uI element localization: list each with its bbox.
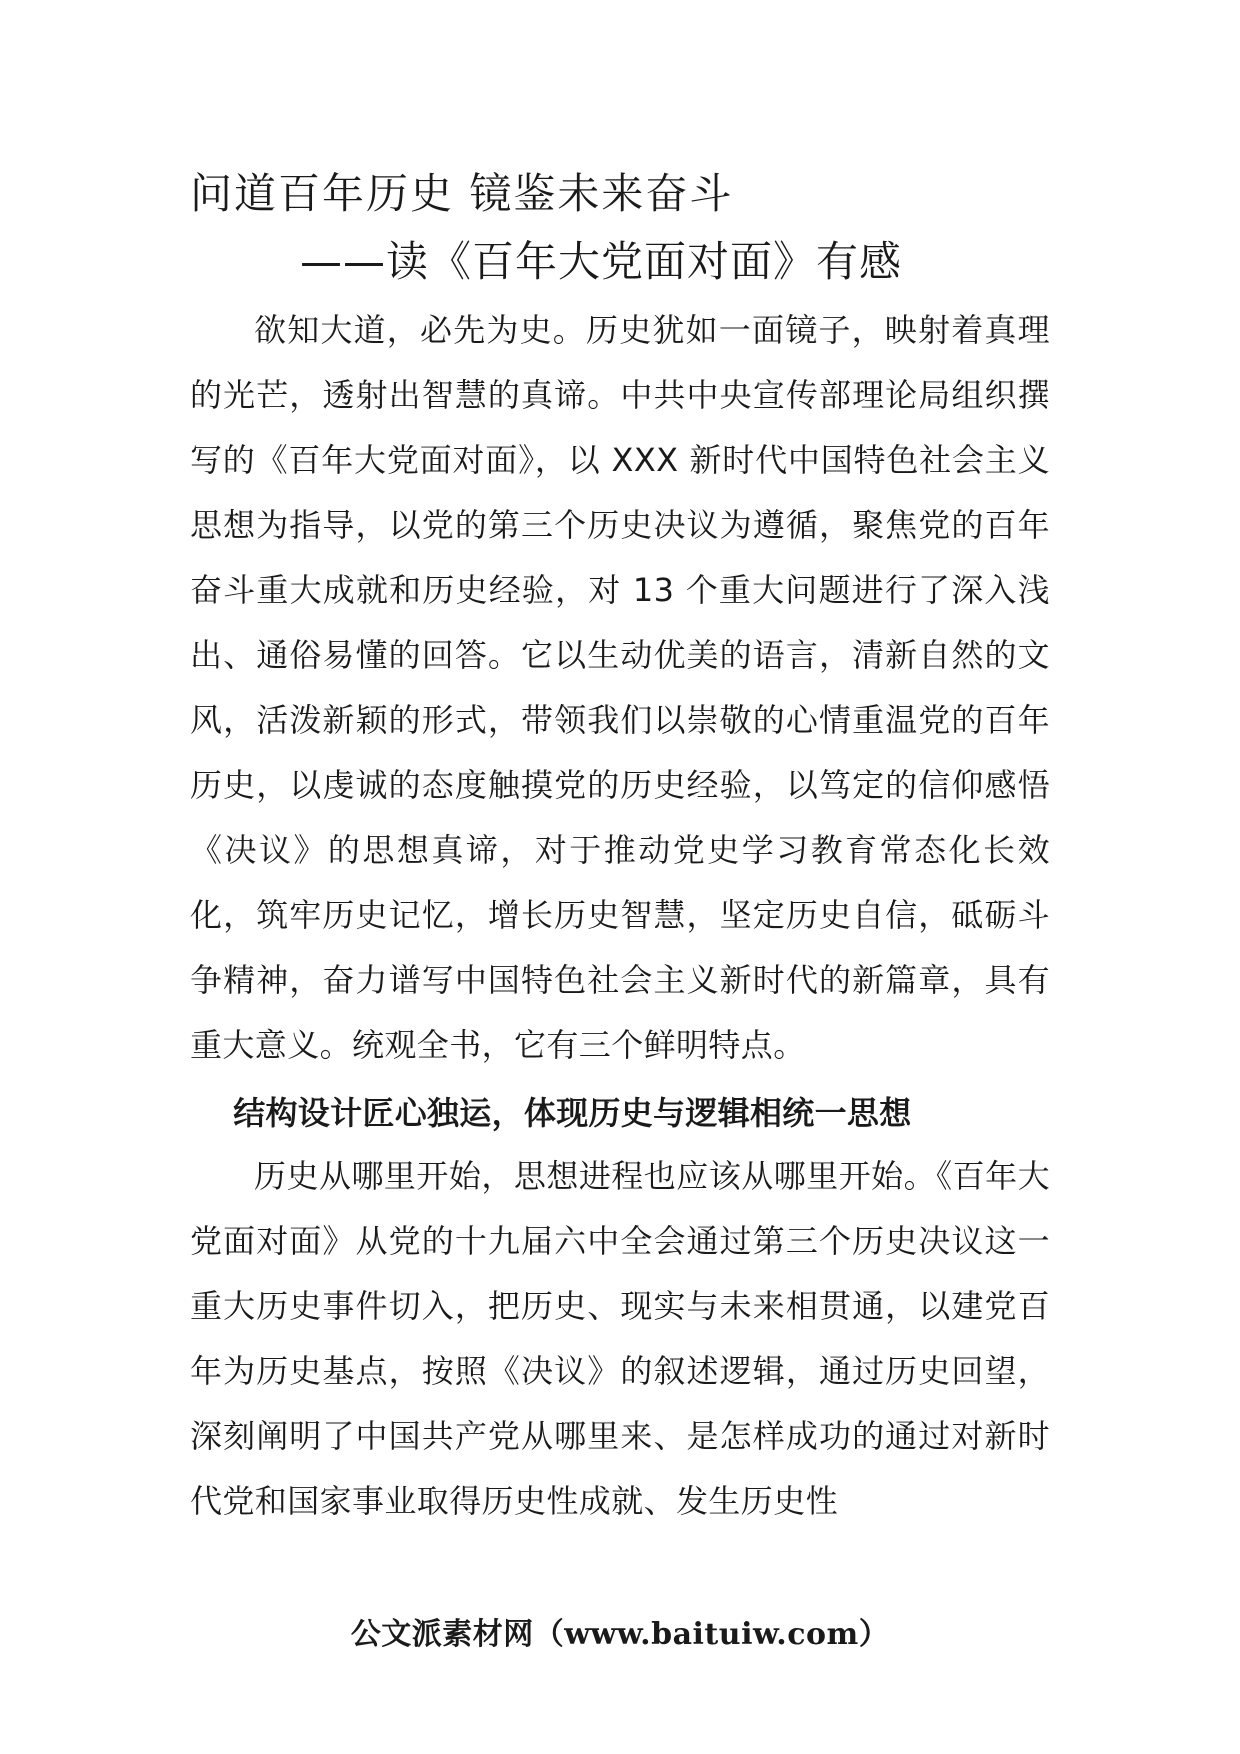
body-paragraph-section-1: 历史从哪里开始，思想进程也应该从哪里开始。《百年大党面对面》从党的十九届六中全会通过第三个历史决议这一重大历史事件切入，把历史、现实与未来相贯通，以建党百年为历史基点，按照《决议》的叙述逻辑，通过历史回望，深刻阐明了中国共产党从哪里来、是怎样成功的通过对新时代党和国家事业取得历史性成就、发生历史性 bbox=[190, 1157, 1050, 1520]
document-body bbox=[190, 298, 1050, 1534]
section-heading: 结构设计匠心独运，体现历史与逻辑相统一思想 bbox=[233, 1094, 912, 1132]
footer-watermark: 公文派素材网（www.baituiw.com） bbox=[350, 1617, 890, 1652]
document-subtitle: ——读《百年大党面对面》有感 bbox=[300, 237, 903, 286]
document-title: 问道百年历史 镜鉴未来奋斗 bbox=[190, 169, 734, 218]
body-paragraph-intro: 欲知大道，必先为史。历史犹如一面镜子，映射着真理的光芒，透射出智慧的真谛。中共中央宣传部理论局组织撰写的《百年大党面对面》，以 XXX 新时代中国特色社会主义思想为指导，以党的第三个历史决议为遵循，聚焦党的百年奋斗重大成就和历史经验，对 13 个重大问题进行了深入浅出、通俗易懂的回答。它以生动优美的语言，清新自然的文风，活泼新颖的形式，带领我们以崇敬的心情重温党的百年历史，以虔诚的态度触摸党的历史经验，以笃定的信仰感悟《决议》的思想真谛，对于推动党史学习教育常态化长效化，筑牢历史记忆，增长历史智慧，坚定历史自信，砥砺斗争精神，奋力谱写中国特色社会主义新时代的新篇章，具有重大意义。统观全书，它有三个鲜明特点。 bbox=[190, 311, 1050, 1064]
